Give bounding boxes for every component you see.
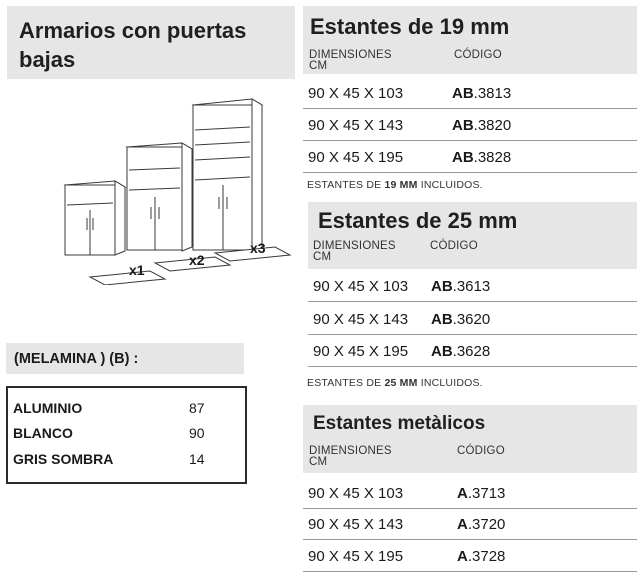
- row-divider: [308, 334, 637, 335]
- row-code: [452, 85, 511, 102]
- row-dimensions: 90 X 45 X 195: [308, 548, 404, 565]
- table-row: [308, 85, 403, 102]
- row-code: [431, 278, 490, 295]
- code-suffix: .3828: [473, 149, 512, 166]
- melamina-colors-box: [6, 386, 247, 484]
- label-x3: x3: [250, 240, 266, 256]
- table-row: [308, 149, 403, 166]
- note-text: ESTANTES DE: [307, 179, 385, 191]
- section-19mm-header: [303, 6, 637, 74]
- section-25mm-header: [308, 202, 637, 269]
- color-name: ALUMINIO: [13, 400, 83, 416]
- col-dimensions: [309, 446, 392, 468]
- col-code: CÓDIGO: [430, 240, 478, 252]
- code-suffix: .3813: [473, 85, 512, 102]
- table-row: [313, 278, 408, 295]
- row-dimensions: 90 X 45 X 103: [308, 85, 404, 102]
- row-dimensions: 90 X 45 X 143: [313, 311, 409, 328]
- row-code: [457, 548, 505, 565]
- row-code: [457, 485, 505, 502]
- col-dimensions: [309, 50, 392, 72]
- row-divider: [308, 366, 637, 367]
- color-code: 14: [189, 451, 205, 467]
- row-code: [452, 117, 511, 134]
- row-dimensions: 90 X 45 X 195: [308, 149, 404, 166]
- code-prefix: A: [457, 548, 468, 565]
- row-dimensions: 90 X 45 X 143: [308, 117, 404, 134]
- section-title: Estantes de 19 mm: [310, 14, 510, 39]
- row-divider: [303, 508, 637, 509]
- table-row: [313, 343, 408, 360]
- col-code: CÓDIGO: [454, 49, 502, 61]
- row-divider: [303, 140, 637, 141]
- section-note: [307, 377, 483, 389]
- table-row: [308, 516, 403, 533]
- code-suffix: .3613: [452, 278, 491, 295]
- code-prefix: AB: [431, 343, 453, 360]
- section-title: Estantes metàlicos: [313, 413, 486, 434]
- code-suffix: .3720: [467, 516, 506, 533]
- code-prefix: A: [457, 485, 468, 502]
- note-text: ESTANTES DE: [307, 377, 385, 389]
- col-dimensions-line2: CM: [309, 60, 328, 72]
- table-row: [313, 311, 408, 328]
- row-dimensions: 90 X 45 X 143: [308, 516, 404, 533]
- code-prefix: A: [457, 516, 468, 533]
- row-divider: [308, 301, 637, 302]
- label-x2: x2: [189, 252, 205, 268]
- code-suffix: .3713: [467, 485, 506, 502]
- col-dimensions-line2: CM: [313, 251, 332, 263]
- row-divider: [303, 172, 637, 173]
- section-metalicos-header: [303, 405, 637, 473]
- table-row: [308, 117, 403, 134]
- table-row: [308, 485, 403, 502]
- melamina-title: (MELAMINA ) (B) :: [14, 351, 139, 367]
- col-dimensions-line2: CM: [309, 456, 328, 468]
- note-text-end: INCLUIDOS.: [417, 179, 483, 191]
- row-dimensions: 90 X 45 X 103: [308, 485, 404, 502]
- row-code: [431, 311, 490, 328]
- col-code: CÓDIGO: [457, 445, 505, 457]
- col-dimensions-line1: DIMENSIONES: [309, 49, 392, 61]
- row-code: [431, 343, 490, 360]
- page-title-line2: bajas: [19, 47, 76, 72]
- col-dimensions-line1: DIMENSIONES: [309, 445, 392, 457]
- row-divider: [303, 108, 637, 109]
- note-bold: 25 MM: [384, 377, 418, 389]
- row-code: [457, 516, 505, 533]
- color-code: 90: [189, 425, 205, 441]
- code-suffix: .3628: [452, 343, 491, 360]
- color-name: BLANCO: [13, 425, 73, 441]
- page-title-line1: Armarios con puertas: [19, 18, 247, 43]
- color-code: 87: [189, 400, 205, 416]
- row-code: [452, 149, 511, 166]
- note-text-end: INCLUIDOS.: [417, 377, 483, 389]
- code-suffix: .3728: [467, 548, 506, 565]
- row-dimensions: 90 X 45 X 103: [313, 278, 409, 295]
- code-prefix: AB: [431, 278, 453, 295]
- melamina-header: [6, 343, 244, 374]
- row-divider: [303, 539, 637, 540]
- code-prefix: AB: [452, 149, 474, 166]
- code-prefix: AB: [431, 311, 453, 328]
- note-bold: 19 MM: [384, 179, 418, 191]
- code-prefix: AB: [452, 85, 474, 102]
- section-note: [307, 179, 483, 191]
- code-prefix: AB: [452, 117, 474, 134]
- section-title: Estantes de 25 mm: [318, 208, 518, 233]
- col-dimensions: [313, 241, 396, 263]
- table-row: [308, 548, 403, 565]
- col-dimensions-line1: DIMENSIONES: [313, 240, 396, 252]
- row-dimensions: 90 X 45 X 195: [313, 343, 409, 360]
- code-suffix: .3820: [473, 117, 512, 134]
- row-divider: [303, 571, 637, 572]
- code-suffix: .3620: [452, 311, 491, 328]
- title-box: [7, 6, 295, 79]
- label-x1: x1: [129, 262, 145, 278]
- color-name: GRIS SOMBRA: [13, 451, 114, 467]
